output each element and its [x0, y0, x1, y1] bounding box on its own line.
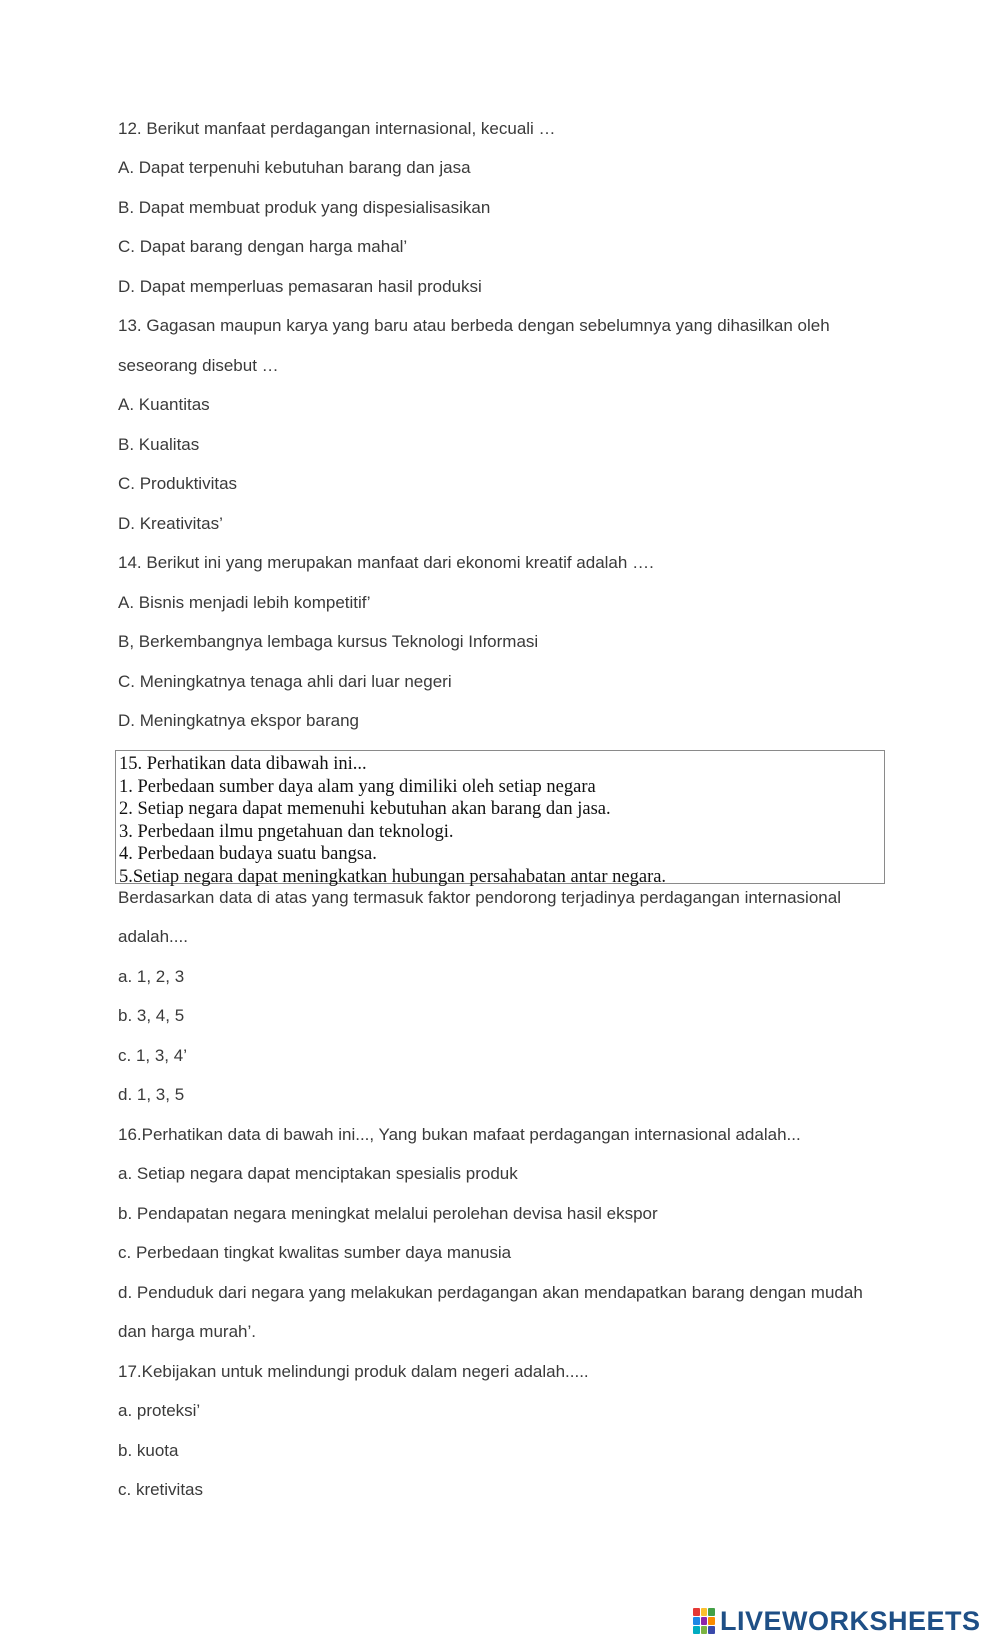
- q15-box-item-2: 2. Setiap negara dapat memenuhi kebutuhan akan barang dan jasa.: [119, 799, 611, 819]
- q15-option-c: c. 1, 3, 4’: [118, 1046, 187, 1065]
- q13-stem-line2: seseorang disebut …: [118, 356, 279, 375]
- q12-stem: 12. Berikut manfaat perdagangan internasional, kecuali …: [118, 119, 556, 138]
- logo-mark-cell: [708, 1608, 715, 1616]
- q15-option-d: d. 1, 3, 5: [118, 1085, 185, 1104]
- logo-mark-cell: [693, 1617, 700, 1625]
- logo-mark-cell: [693, 1608, 700, 1616]
- q16-option-a: a. Setiap negara dapat menciptakan spesialis produk: [118, 1164, 518, 1183]
- q15-stem-line1: Berdasarkan data di atas yang termasuk faktor pendorong terjadinya perdagangan internasional: [118, 888, 841, 907]
- liveworksheets-logo: [693, 1606, 981, 1636]
- q15-data-box: [115, 750, 885, 887]
- q16-option-b: b. Pendapatan negara meningkat melalui perolehan devisa hasil ekspor: [118, 1204, 658, 1223]
- logo-mark-cell: [708, 1617, 715, 1625]
- logo-mark-cell: [708, 1626, 715, 1634]
- q14-option-d: D. Meningkatnya ekspor barang: [118, 711, 359, 730]
- q13-stem-line1: 13. Gagasan maupun karya yang baru atau berbeda dengan sebelumnya yang dihasilkan oleh: [118, 316, 830, 335]
- q17-option-b: b. kuota: [118, 1441, 179, 1460]
- q14-option-a: A. Bisnis menjadi lebih kompetitif’: [118, 593, 371, 612]
- q17-option-c: c. kretivitas: [118, 1480, 204, 1499]
- logo-mark-cell: [701, 1626, 708, 1634]
- logo-mark-cell: [693, 1626, 700, 1634]
- q15-box-title: 15. Perhatikan data dibawah ini...: [119, 754, 367, 774]
- q15-box-item-4: 4. Perbedaan budaya suatu bangsa.: [119, 844, 377, 864]
- q16-option-d-line2: dan harga murah’.: [118, 1322, 256, 1341]
- q15-option-a: a. 1, 2, 3: [118, 967, 185, 986]
- liveworksheets-logo-text: LIVEWORKSHEETS: [720, 1605, 981, 1636]
- q17-option-a: a. proteksi’: [118, 1401, 201, 1420]
- q12-option-b: B. Dapat membuat produk yang dispesialisasikan: [118, 198, 491, 217]
- q16-stem: 16.Perhatikan data di bawah ini..., Yang bukan mafaat perdagangan internasional adalah...: [118, 1125, 801, 1144]
- q16-option-c: c. Perbedaan tingkat kwalitas sumber daya manusia: [118, 1243, 512, 1262]
- q14-option-c: C. Meningkatnya tenaga ahli dari luar negeri: [118, 672, 452, 691]
- q15-option-b: b. 3, 4, 5: [118, 1006, 185, 1025]
- q13-option-b: B. Kualitas: [118, 435, 200, 454]
- q13-option-c: C. Produktivitas: [118, 474, 238, 493]
- liveworksheets-logo-icon: [693, 1608, 715, 1634]
- q12-option-a: A. Dapat terpenuhi kebutuhan barang dan jasa: [118, 158, 471, 177]
- q14-stem: 14. Berikut ini yang merupakan manfaat dari ekonomi kreatif adalah ….: [118, 553, 654, 572]
- q13-option-a: A. Kuantitas: [118, 395, 210, 414]
- q15-box-item-1: 1. Perbedaan sumber daya alam yang dimiliki oleh setiap negara: [119, 776, 596, 797]
- q15-box-item-5: 5.Setiap negara dapat meningkatkan hubungan persahabatan antar negara.: [119, 866, 667, 887]
- logo-mark-cell: [701, 1608, 708, 1616]
- q14-option-b: B, Berkembangnya lembaga kursus Teknologi Informasi: [118, 632, 539, 651]
- q16-option-d-line1: d. Penduduk dari negara yang melakukan perdagangan akan mendapatkan barang dengan mudah: [118, 1283, 863, 1302]
- logo-mark-cell: [701, 1617, 708, 1625]
- q15-box-item-3: 3. Perbedaan ilmu pngetahuan dan teknologi.: [119, 821, 454, 842]
- q12-option-d: D. Dapat memperluas pemasaran hasil produksi: [118, 277, 482, 296]
- q13-option-d: D. Kreativitas’: [118, 514, 223, 533]
- q12-option-c: C. Dapat barang dengan harga mahal’: [118, 237, 408, 256]
- q17-stem: 17.Kebijakan untuk melindungi produk dalam negeri adalah.....: [118, 1362, 589, 1381]
- q15-stem-line2: adalah....: [118, 927, 188, 946]
